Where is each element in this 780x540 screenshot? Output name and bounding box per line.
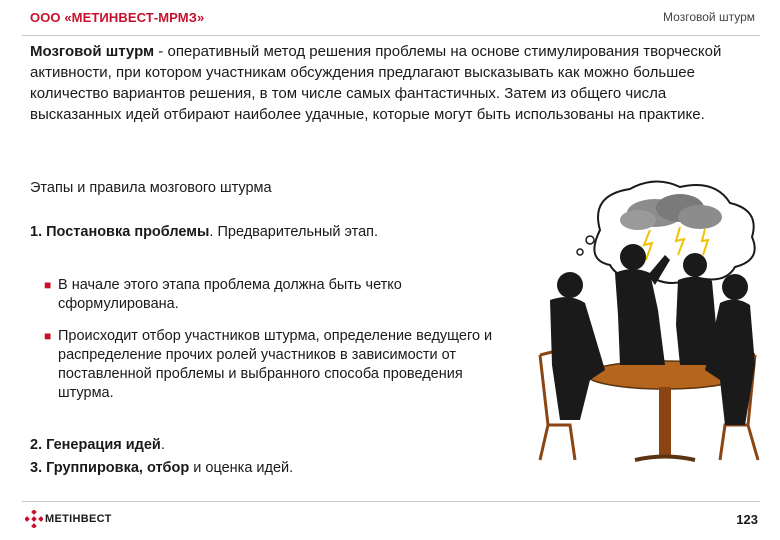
intro-term: Мозговой штурм xyxy=(30,43,155,60)
slide-header xyxy=(0,0,780,44)
bullet-square-icon: ■ xyxy=(44,278,52,292)
company-name: ООО «МЕТИНВЕСТ-МРМЗ» xyxy=(30,10,205,25)
stage-name: Постановка проблемы xyxy=(46,224,210,240)
bullet-item xyxy=(44,276,514,314)
page-number: 123 xyxy=(736,512,758,527)
stage-rest: и оценка идей. xyxy=(189,460,294,476)
intro-paragraph xyxy=(30,41,750,125)
footer-divider xyxy=(22,501,760,502)
header-divider xyxy=(22,35,760,36)
stage-number: 1. xyxy=(30,224,43,240)
intro-definition: - оперативный метод решения проблемы на основе стимулирования творческой активности, при котором участникам обсуждения предлагают высказывать как можно большее количество вариантов решения, в том числе самых фантастичных. Затем из общего числа высказанных идей отбирают наиболее удачные, которые могут быть использованы на практике. xyxy=(30,43,722,123)
stages-heading: Этапы и правила мозгового штурма xyxy=(30,180,272,196)
stage-name: Группировка, отбор xyxy=(46,460,190,476)
brainstorm-illustration xyxy=(530,175,770,475)
stage-number: 3. xyxy=(30,460,43,476)
metinvest-logo-icon xyxy=(25,510,43,528)
stage-name: Генерация идей xyxy=(46,437,161,453)
stage-1-bullets xyxy=(44,276,514,416)
stage-rest: . xyxy=(160,437,165,453)
bullet-item xyxy=(44,327,514,403)
stage-1 xyxy=(30,224,378,240)
slide-title: Мозговой штурм xyxy=(663,10,755,24)
bullet-square-icon: ■ xyxy=(44,329,52,343)
stage-3 xyxy=(30,460,293,476)
stage-2 xyxy=(30,437,165,453)
stage-number: 2. xyxy=(30,437,43,453)
bullet-text: Происходит отбор участников штурма, определение ведущего и распределение прочих ролей участников в зависимости от поставленной проблемы и выбранного способа проведения штурма. xyxy=(58,328,493,401)
stage-rest: . Предварительный этап. xyxy=(209,224,379,240)
logo-wordmark: МЕТІНВЕСТ xyxy=(45,513,112,525)
bullet-text: В начале этого этапа проблема должна быть четко сформулирована. xyxy=(58,277,402,312)
